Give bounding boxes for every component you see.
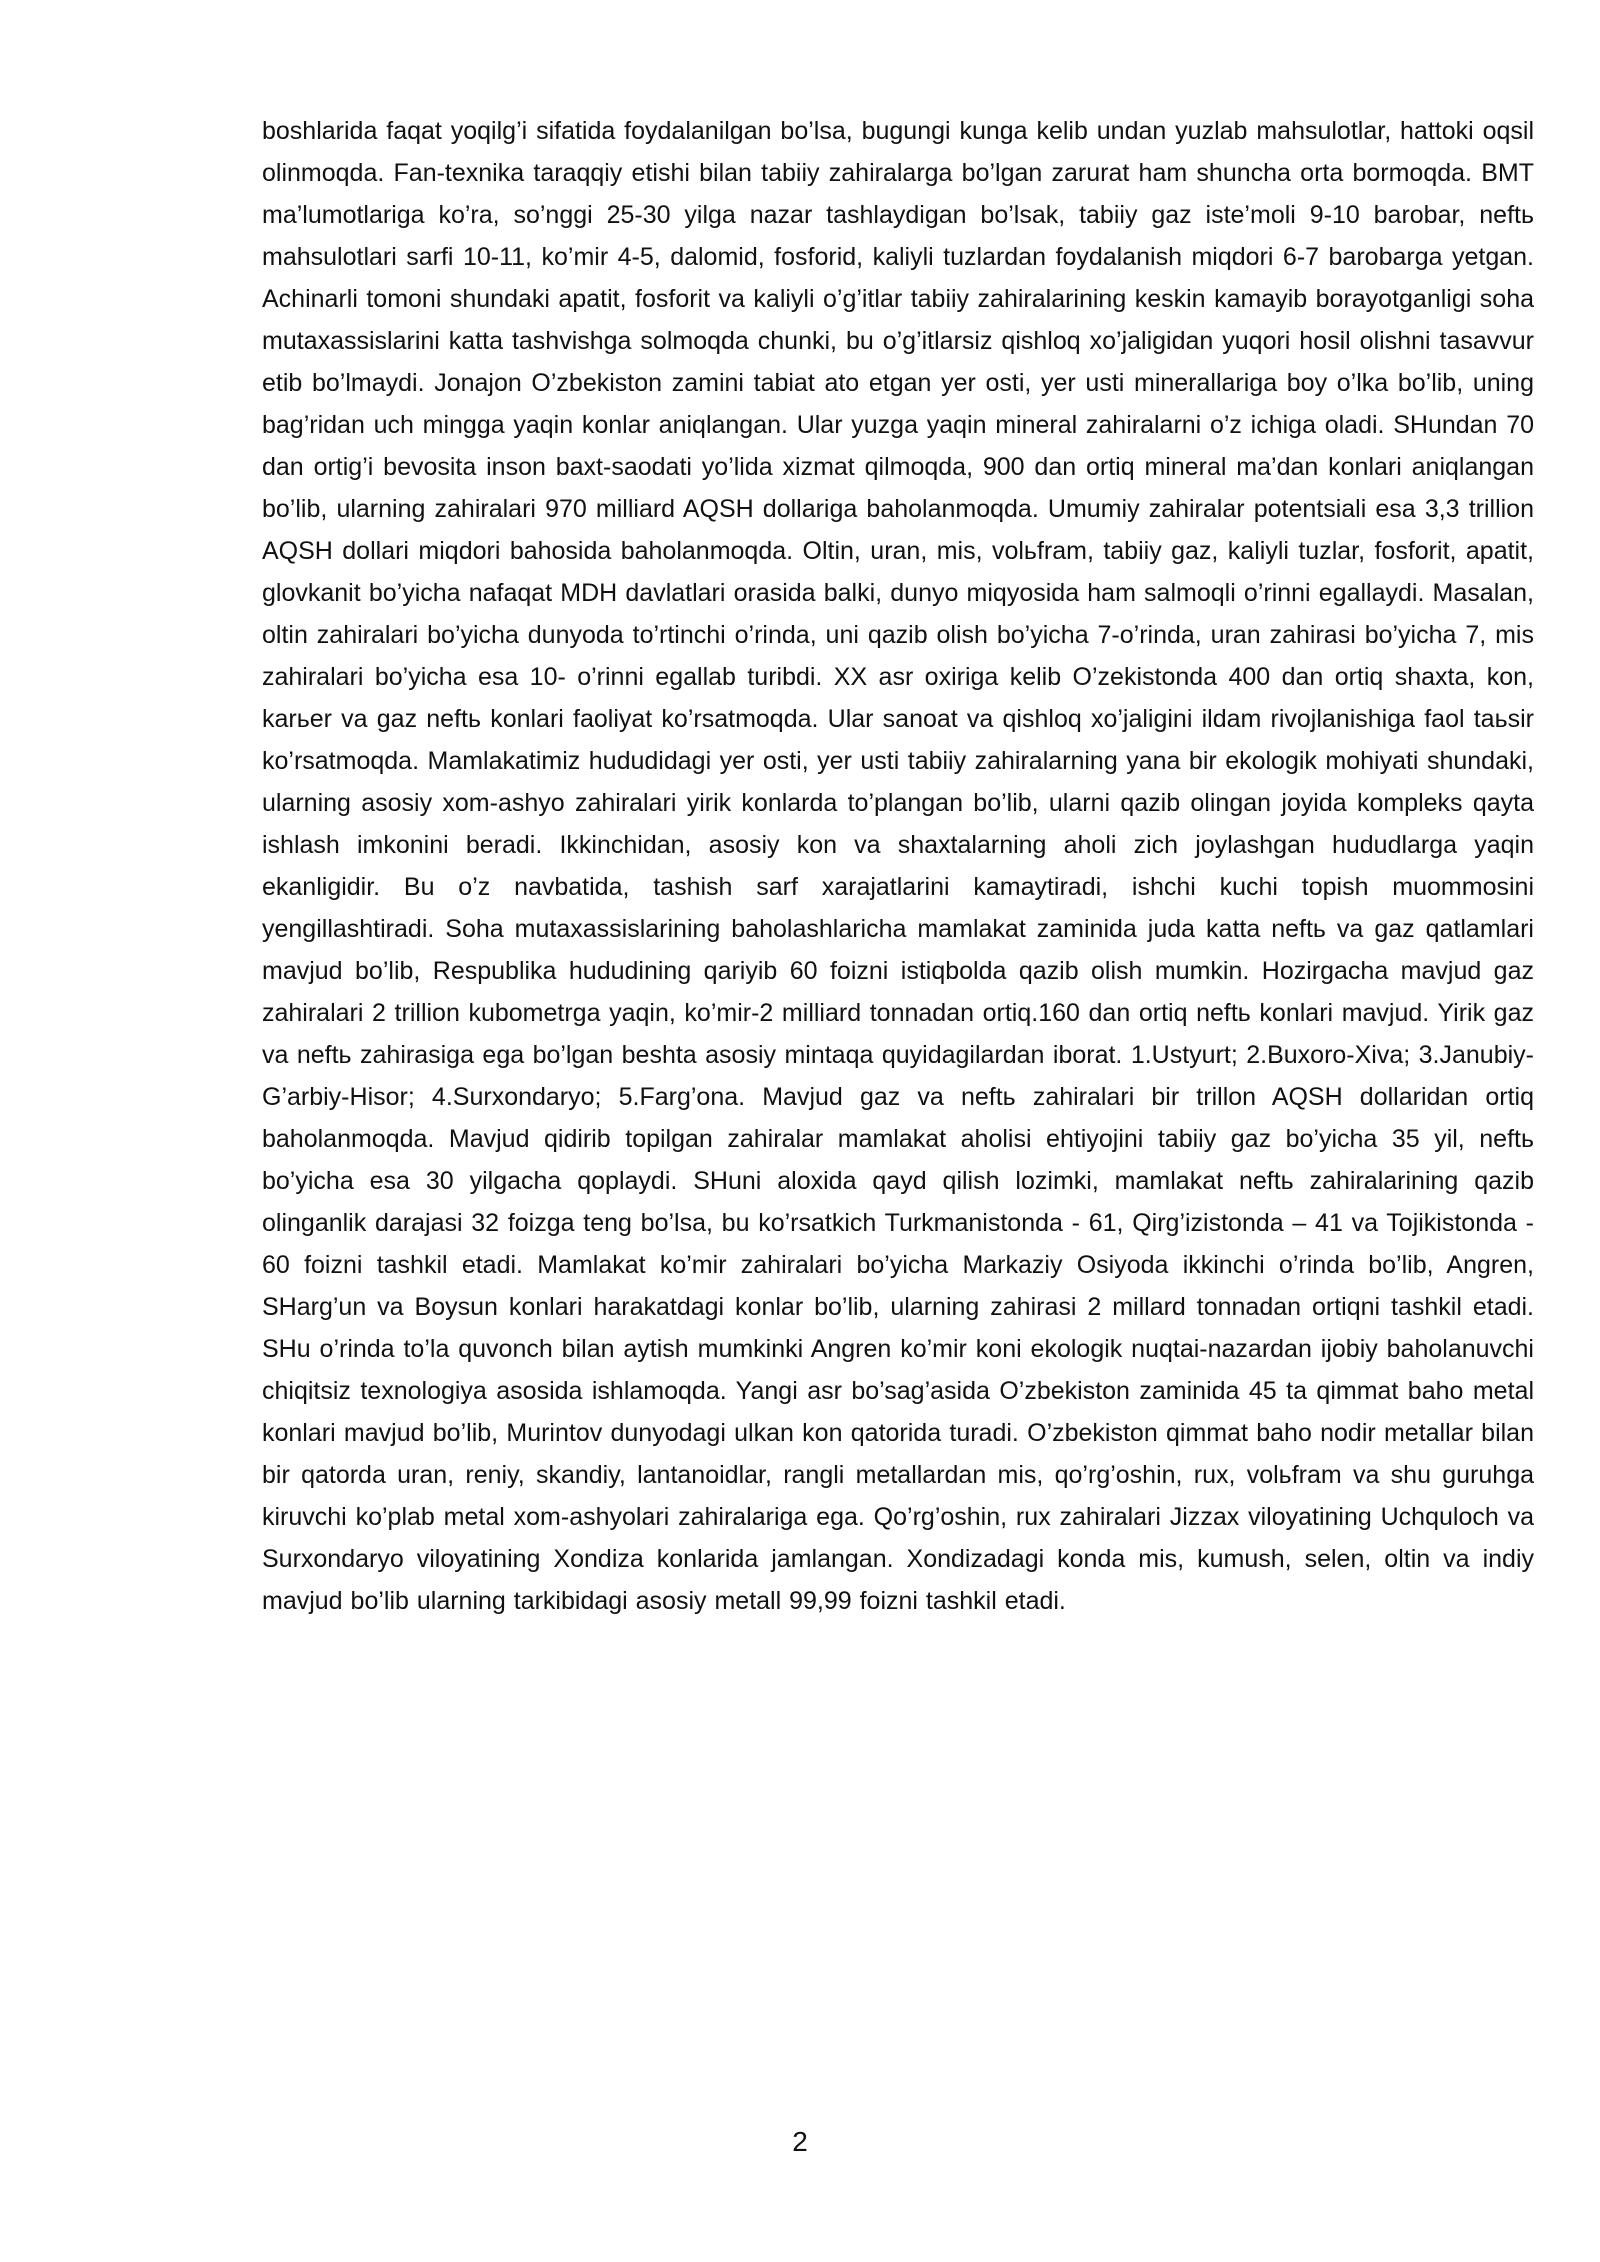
page-number: 2 xyxy=(792,2126,808,2157)
body-paragraph: boshlarida faqat yoqilg’i sifatida foydalanilgan bo’lsa, bugungi kunga kelib undan yuzlab mahsulotlar, hattoki oqsil olinmoqda. Fan-texnika taraqqiy etishi bilan tabiiy zahiralarga bo’lgan zarurat ham shuncha orta bormoqda. BMT ma’lumotlariga ko’ra, so’nggi 25-30 yilga nazar tashlaydigan bo’lsak, tabiiy gaz iste’moli 9-10 barobar, neftь mahsulotlari sarfi 10-11, ko’mir 4-5, dalomid, fosforid, kaliyli tuzlardan foydalanish miqdori 6-7 barobarga yetgan. Achinarli tomoni shundaki apatit, fosforit va kaliyli o’g’itlar tabiiy zahiralarining keskin kamayib borayotganligi soha mutaxassislarini katta tashvishga solmoqda chunki, bu o’g’itlarsiz qishloq xo’jaligidan yuqori hosil olishni tasavvur etib bo’lmaydi. Jonajon O’zbekiston zamini tabiat ato etgan yer osti, yer usti minerallariga boy o’lka bo’lib, uning bag’ridan uch mingga yaqin konlar aniqlangan. Ular yuzga yaqin mineral zahiralarni o’z ichiga oladi. SHundan 70 dan ortig’i bevosita inson baxt-saodati yo’lida xizmat qilmoqda, 900 dan ortiq mineral ma’dan konlari aniqlangan bo’lib, ularning zahiralari 970 milliard AQSH dollariga baholanmoqda. Umumiy zahiralar potentsiali esa 3,3 trillion AQSH dollari miqdori bahosida baholanmoqda. Oltin, uran, mis, volьfram, tabiiy gaz, kaliyli tuzlar, fosforit, apatit, glovkanit bo’yicha nafaqat MDH davlatlari orasida balki, dunyo miqyosida ham salmoqli o’rinni egallaydi. Masalan, oltin zahiralari bo’yicha dunyoda to’rtinchi o’rinda, uni qazib olish bo’yicha 7-o’rinda, uran zahirasi bo’yicha 7, mis zahiralari bo’yicha esa 10- o’rinni egallab turibdi. XX asr oxiriga kelib O’zekistonda 400 dan ortiq shaxta, kon, karьer va gaz neftь konlari faoliyat ko’rsatmoqda. Ular sanoat va qishloq xo’jaligini ildam rivojlanishiga faol taьsir ko’rsatmoqda. Mamlakatimiz hududidagi yer osti, yer usti tabiiy zahiralarning yana bir ekologik mohiyati shundaki, ularning asosiy xom-ashyo zahiralari yirik konlarda to’plangan bo’lib, ularni qazib olingan joyida kompleks qayta ishlash imkonini beradi. Ikkinchidan, asosiy kon va shaxtalarning aholi zich joylashgan hududlarga yaqin ekanligidir. Bu o’z navbatida, tashish sarf xarajatlarini kamaytiradi, ishchi kuchi topish muommosini yengillashtiradi. Soha mutaxassislarining baholashlaricha mamlakat zaminida juda katta neftь va gaz qatlamlari mavjud bo’lib, Respublika hududining qariyib 60 foizni istiqbolda qazib olish mumkin. Hozirgacha mavjud gaz zahiralari 2 trillion kubometrga yaqin, ko’mir-2 milliard tonnadan ortiq.160 dan ortiq neftь konlari mavjud. Yirik gaz va neftь zahirasiga ega bo’lgan beshta asosiy mintaqa quyidagilardan iborat. 1.Ustyurt; 2.Buxoro-Xiva; 3.Janubiy-G’arbiy-Hisor; 4.Surxondaryo; 5.Farg’ona. Mavjud gaz va neftь zahiralari bir trillon AQSH dollaridan ortiq baholanmoqda. Mavjud qidirib topilgan zahiralar mamlakat aholisi ehtiyojini tabiiy gaz bo’yicha 35 yil, neftь bo’yicha esa 30 yilgacha qoplaydi. SHuni aloxida qayd qilish lozimki, mamlakat neftь zahiralarining qazib olinganlik darajasi 32 foizga teng bo’lsa, bu ko’rsatkich Turkmanistonda - 61, Qirg’izistonda – 41 va Tojikistonda - 60 foizni tashkil etadi. Mamlakat ko’mir zahiralari bo’yicha Markaziy Osiyoda ikkinchi o’rinda bo’lib, Angren, SHarg’un va Boysun konlari harakatdagi konlar bo’lib, ularning zahirasi 2 millard tonnadan ortiqni tashkil etadi. SHu o’rinda to’la quvonch bilan aytish mumkinki Angren ko’mir koni ekologik nuqtai-nazardan ijobiy baholanuvchi chiqitsiz texnologiya asosida ishlamoqda. Yangi asr bo’sag’asida O’zbekiston zaminida 45 ta qimmat baho metal konlari mavjud bo’lib, Murintov dunyodagi ulkan kon qatorida turadi. O’zbekiston qimmat baho nodir metallar bilan bir qatorda uran, reniy, skandiy, lantanoidlar, rangli metallardan mis, qo’rg’oshin, rux, volьfram va shu guruhga kiruvchi ko’plab metal xom-ashyolari zahiralariga ega. Qo’rg’oshin, rux zahiralari Jizzax viloyatining Uchquloch va Surxondaryo viloyatining Xondiza konlarida jamlangan. Xondizadagi konda mis, kumush, selen, oltin va indiy mavjud bo’lib ularning tarkibidagi asosiy metall 99,99 foizni tashkil etadi. xyxy=(262,117,1534,1615)
